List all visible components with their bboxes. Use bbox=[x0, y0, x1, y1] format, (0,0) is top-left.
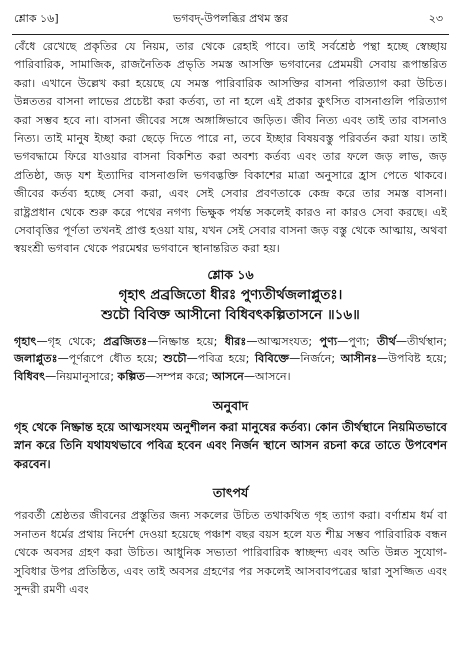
gloss-meaning: আসনে bbox=[255, 370, 287, 384]
gloss-term: ধীরঃ bbox=[224, 334, 247, 348]
gloss-meaning: পূর্ণরূপে ধৌত হয়ে bbox=[68, 352, 154, 366]
purport-text: পরবর্তী শ্রেষ্ঠতর জীবনের প্রস্তুতির জন্য সকলের উচিত তথাকথিত গৃহ ত্যাগ করা। বর্ণাশ্রম ধর্ম বা সনাতন ধর্মের প্রথায় নির্দেশ দেওয়া হয়েছে পঞ্চাশ বছর বয়স হলে যত শীঘ্র সম্ভব পারিবারিক বন্ধন থেকে অবসর গ্রহণ করা উচিত। আধুনিক সভ্যতা পারিবারিক স্বাচ্ছন্দ্য এবং অতি উন্নত সুযোগ-সুবিধার উপর প্রতিষ্ঠিত, এবং তাই অবসর গ্রহণের পর সকলেই আসবাবপত্রের দ্বারা সুসজ্জিত এবং সুন্দরী রমণী এবং bbox=[14, 509, 447, 597]
verse-text bbox=[14, 285, 447, 325]
gloss-meaning: সম্পন্ন করে bbox=[156, 370, 205, 384]
page-number: ২৩ bbox=[428, 12, 443, 25]
gloss-meaning: নির্জনে bbox=[300, 352, 332, 366]
gloss-meaning: পবিত্র হয়ে bbox=[197, 352, 246, 366]
gloss-meaning: তীর্থস্থান bbox=[407, 334, 444, 348]
gloss-term: কল্পিত bbox=[117, 370, 145, 384]
gloss-term: পুণ্য bbox=[319, 334, 338, 348]
gloss-meaning: নিষ্ক্রান্ত হয়ে bbox=[158, 334, 214, 348]
gloss-term: বিবিক্তে bbox=[254, 352, 290, 366]
gloss-term: জলাপ্লুতঃ bbox=[14, 352, 58, 366]
verse-line-2: শুচৌ বিবিক্ত আসীনো বিধিবৎকল্পিতাসনে ॥১৬॥ bbox=[101, 306, 360, 323]
gloss-term: আসনে bbox=[212, 370, 244, 384]
gloss-term: বিধিবৎ bbox=[14, 370, 46, 384]
gloss-term: প্রব্রজিতঃ bbox=[103, 334, 148, 348]
page-header bbox=[14, 6, 447, 28]
gloss-term: তীর্থ bbox=[377, 334, 396, 348]
verse-reference: শ্লোক ১৬] bbox=[14, 12, 59, 25]
verse-line-1: গৃহাৎ প্রব্রজিতো ধীরঃ পুণ্যতীর্থজলাপ্লুতঃ। bbox=[118, 286, 343, 303]
purport-heading: তাৎপর্য bbox=[212, 485, 249, 501]
gloss-meaning: গৃহ থেকে bbox=[47, 334, 93, 348]
gloss-meaning: পুণ্য bbox=[348, 334, 366, 348]
gloss-term: গৃহাৎ bbox=[14, 334, 37, 348]
gloss-term: আসীনঃ bbox=[340, 352, 378, 366]
running-title: ভগবদ্‌-উপলব্ধির প্রথম স্তর bbox=[173, 12, 288, 25]
gloss-meaning: আত্মসংযত bbox=[257, 334, 309, 348]
verse-title: শ্লোক ১৬ bbox=[207, 266, 254, 282]
gloss-meaning: উপবিষ্ট হয়ে bbox=[388, 352, 444, 366]
page-body bbox=[14, 38, 447, 599]
translation-text: গৃহ থেকে নিষ্ক্রান্ত হয়ে আত্মসংযম অনুশীলন করা মানুষের কর্তব্য। কোন তীর্থস্থানে নিয়মিতভাবে স্নান করে তিনি যথাযথভাবে পবিত্র হবেন এবং নির্জন স্থানে আসন রচনা করে তাতে উপবেশন করবেন। bbox=[14, 419, 447, 471]
translation-heading: অনুবাদ bbox=[212, 397, 249, 413]
header-divider bbox=[12, 34, 449, 35]
word-meanings: গৃহাৎ—গৃহ থেকে; প্রব্রজিতঃ—নিষ্ক্রান্ত হয়ে; ধীরঃ—আত্মসংযত; পুণ্য—পুণ্য; তীর্থ—তীর্থস্থান; জলাপ্লুতঃ—পূর্ণরূপে ধৌত হয়ে; শুচৌ—পবিত্র হয়ে; বিবিক্তে—নির্জনে; আসীনঃ—উপবিষ্ট হয়ে; বিধিবৎ—নিয়মানুসারে; কল্পিত—সম্পন্ন করে; আসনে—আসনে। bbox=[14, 334, 447, 384]
intro-paragraph: বেঁধে রেখেছে প্রকৃতির যে নিয়ম, তার থেকে রেহাই পাবে। তাই সর্বশ্রেষ্ঠ পন্থা হচ্ছে স্বেচ্ছায় পারিবারিক, সামাজিক, রাজনৈতিক প্রভৃতি সমস্ত আসক্তি ভগবানের প্রেমময়ী সেবায় রূপান্তরিত করা। এখানে উল্লেখ করা হয়েছে যে সমস্ত পারিবারিক আসক্তির বাসনা পরিত্যাগ করা উচিত। উন্নততর বাসনা লাভের প্রচেষ্টা করা কর্তব্য, তা না হলে এই প্রকার কুৎসিত বাসনাগুলি পরিত্যাগ করা সম্ভব হবে না। বাসনা জীবের সঙ্গে অঙ্গাঙ্গিভাবে জড়িত। জীব নিত্য এবং তাই তার বাসনাও নিত্য। তাই মানুষ ইচ্ছা করা ছেড়ে দিতে পারে না, তবে ইচ্ছার বিষয়বস্তু পরিবর্তন করা যায়। তাই ভগবদ্ধামে ফিরে যাওয়ার বাসনা বিকশিত করা অবশ্য কর্তব্য এবং তার ফলে জড় লাভ, জড় প্রতিষ্ঠা, জড় যশ ইত্যাদির বাসনাগুলি ভগবদ্ভক্তি বিকাশের মাত্রা অনুসারে হ্রাস পেতে থাকবে। জীবের কর্তব্য হচ্ছে সেবা করা, এবং সেই সেবার প্রবণতাকে কেন্দ্র করে তার সমস্ত বাসনা। রাষ্ট্রপ্রধান থেকে শুরু করে পথের নগণ্য ভিক্ষুক পর্যন্ত সকলেই কারও না কারও সেবা করছে। এই সেবাবৃত্তির পূর্ণতা তখনই প্রাপ্ত হওয়া যায়, যখন সেই সেবার বাসনা জড় বস্তু থেকে আত্মায়, অথবা স্বয়ংশ্রী ভগবান থেকে পরমেশ্বর ভগবানে স্থানান্তরিত করা হয়। bbox=[14, 40, 447, 256]
gloss-meaning: নিয়মানুসারে bbox=[56, 370, 111, 384]
gloss-term: শুচৌ bbox=[163, 352, 187, 366]
